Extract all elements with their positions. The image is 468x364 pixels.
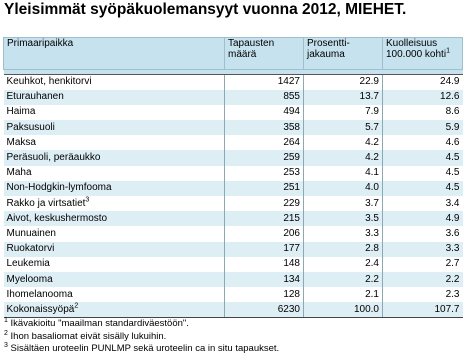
header-rate: Kuolleisuus 100.000 kohti$^1$ <box>383 38 463 70</box>
cell-cases: 494 <box>225 105 304 120</box>
cell-cases: 251 <box>225 181 304 196</box>
cell-site: Maksa <box>4 135 225 150</box>
cell-cases: 229 <box>225 196 304 211</box>
cell-rate: 8.6 <box>383 105 463 120</box>
table-row <box>4 150 463 165</box>
table-row <box>4 135 463 150</box>
cell-cases: 206 <box>225 226 304 241</box>
cell-cases: 177 <box>225 242 304 257</box>
table-row <box>4 75 463 90</box>
cell-rate: 2.3 <box>383 287 463 302</box>
cell-cases: 134 <box>225 272 304 287</box>
cell-rate: 3.3 <box>383 242 463 257</box>
cell-share: 2.1 <box>304 287 383 302</box>
header-cases: Tapausten määrä <box>225 38 304 70</box>
cell-rate: 2.2 <box>383 272 463 287</box>
page-title: Yleisimmät syöpäkuolemansyyt vuonna 2012, MIEHET. <box>4 1 407 18</box>
cell-site: Rakko ja virtsatiet$^3$ <box>4 196 225 211</box>
cell-share: 3.3 <box>304 226 383 241</box>
cell-cases: 253 <box>225 166 304 181</box>
cell-cases: 215 <box>225 211 304 226</box>
cell-site: Haima <box>4 105 225 120</box>
table-row <box>4 90 463 105</box>
table-row <box>4 302 463 317</box>
table-row <box>4 211 463 226</box>
cell-rate: 2.7 <box>383 257 463 272</box>
table-row <box>4 181 463 196</box>
table-row <box>4 120 463 135</box>
cell-site: Ihomelanooma <box>4 287 225 302</box>
cell-share: 4.0 <box>304 181 383 196</box>
header-rate-footnote-mark: 1 <box>446 47 450 55</box>
cell-share: 4.2 <box>304 150 383 165</box>
cell-rate: 5.9 <box>383 120 463 135</box>
cell-share: 2.4 <box>304 257 383 272</box>
cell-site: Ruokatorvi <box>4 242 225 257</box>
footnote: $^2$ Ihon basaliomat eivät sisälly lukuihin. <box>4 329 167 342</box>
cell-share: 3.5 <box>304 211 383 226</box>
cell-cases: 128 <box>225 287 304 302</box>
cell-rate: 4.9 <box>383 211 463 226</box>
cell-rate: 4.5 <box>383 166 463 181</box>
footnote-number: 1 <box>4 316 8 324</box>
table-row <box>4 242 463 257</box>
cell-cases: 264 <box>225 135 304 150</box>
cell-site: Peräsuoli, peräaukko <box>4 150 225 165</box>
cell-site: Myelooma <box>4 272 225 287</box>
table-row <box>4 226 463 241</box>
cell-rate: 107.7 <box>383 302 463 317</box>
table-row <box>4 287 463 302</box>
cell-rate: 3.6 <box>383 226 463 241</box>
table-row <box>4 166 463 181</box>
cell-share: 7.9 <box>304 105 383 120</box>
cell-site: Aivot, keskushermosto <box>4 211 225 226</box>
footnote-number: 3 <box>4 341 8 349</box>
footnotes <box>4 318 279 356</box>
cell-share: 13.7 <box>304 90 383 105</box>
cell-share: 2.2 <box>304 272 383 287</box>
footnote: $^1$ Ikävakioitu "maailman standardiväestöön". <box>4 316 189 329</box>
cell-cases: 148 <box>225 257 304 272</box>
cell-rate: 24.9 <box>383 75 463 90</box>
cell-share: 4.1 <box>304 166 383 181</box>
footnote: $^3$ Sisältäen uroteelin PUNLMP sekä uroteelin ca in situ tapaukset. <box>4 341 280 354</box>
cell-rate: 4.5 <box>383 181 463 196</box>
cell-site: Keuhkot, henkitorvi <box>4 75 225 90</box>
cell-cases: 358 <box>225 120 304 135</box>
cell-site: Eturauhanen <box>4 90 225 105</box>
cell-share: 2.8 <box>304 242 383 257</box>
table-row <box>4 196 463 211</box>
cell-share: 3.7 <box>304 196 383 211</box>
header-site: Primaaripaikka <box>4 38 225 70</box>
footnote-mark: 3 <box>85 196 90 204</box>
cell-rate: 3.4 <box>383 196 463 211</box>
cell-share: 4.2 <box>304 135 383 150</box>
cancer-deaths-table <box>3 37 463 318</box>
cell-rate: 4.5 <box>383 150 463 165</box>
table-row <box>4 105 463 120</box>
cell-site: Non-Hodgkin-lymfooma <box>4 181 225 196</box>
footnote-number: 2 <box>4 329 8 337</box>
cell-site: Kokonaissyöpä$^2$ <box>4 302 225 317</box>
cell-rate: 12.6 <box>383 90 463 105</box>
cell-site: Maha <box>4 166 225 181</box>
cell-cases: 259 <box>225 150 304 165</box>
cell-share: 100.0 <box>304 302 383 317</box>
cell-site: Munuainen <box>4 226 225 241</box>
cell-cases: 855 <box>225 90 304 105</box>
header-share: Prosentti- jakauma <box>304 38 383 70</box>
table-header-row <box>4 38 463 70</box>
cell-site: Paksusuoli <box>4 120 225 135</box>
table-row <box>4 272 463 287</box>
cell-share: 5.7 <box>304 120 383 135</box>
table-row <box>4 257 463 272</box>
cell-site: Leukemia <box>4 257 225 272</box>
footnote-mark: 2 <box>74 302 79 310</box>
cell-cases: 1427 <box>225 75 304 90</box>
cell-share: 22.9 <box>304 75 383 90</box>
cell-cases: 6230 <box>225 302 304 317</box>
cell-rate: 4.6 <box>383 135 463 150</box>
